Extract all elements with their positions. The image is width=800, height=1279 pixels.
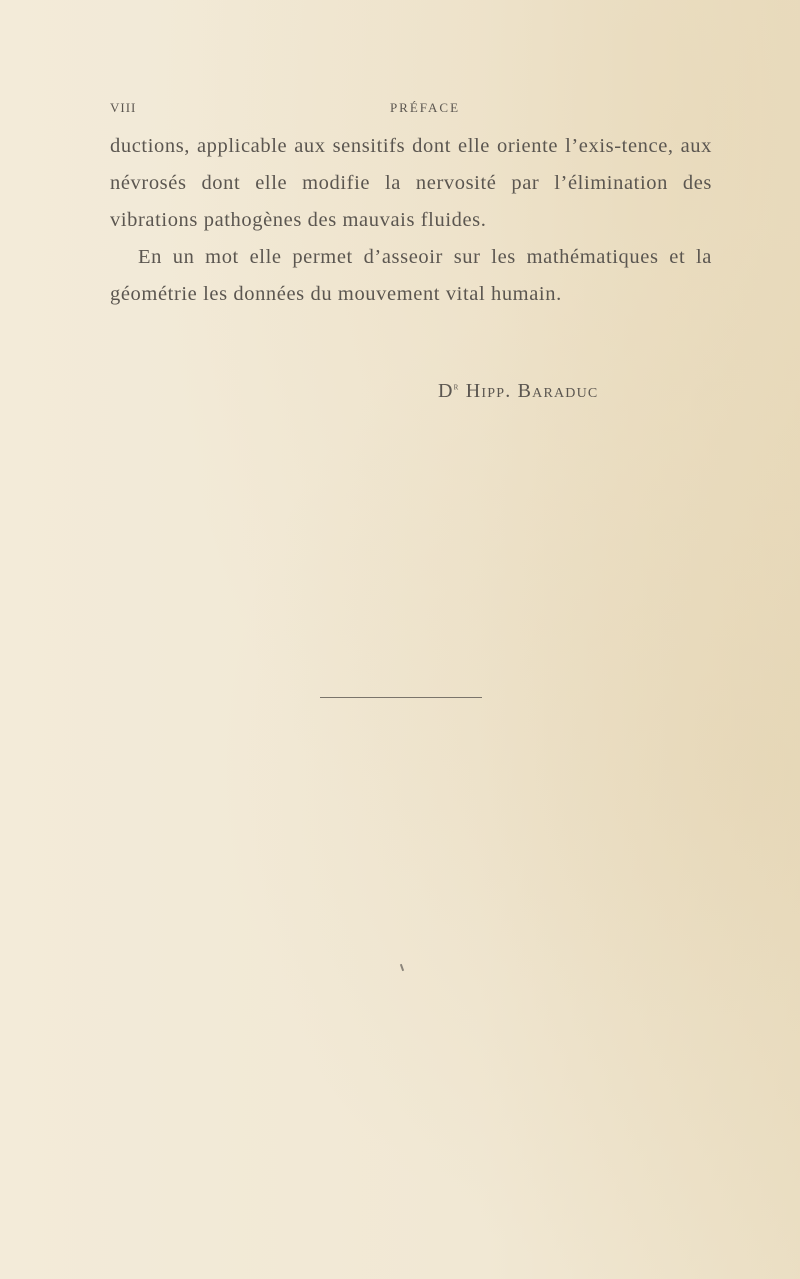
paper-speck <box>400 964 404 971</box>
signature-name: Hipp. Baraduc <box>465 380 599 402</box>
paragraph: ductions, applicable aux sensitifs dont elle oriente l’exis-tence, aux névrosés dont elle modifie la nervosité par l’élimination des vibrations pathogènes des mauvais fluides. <box>110 135 712 231</box>
body-text <box>110 128 712 313</box>
horizontal-rule <box>320 697 482 698</box>
page-number: VIII <box>110 100 137 115</box>
signature-title-superscript: r <box>453 381 460 393</box>
signature-title: D <box>438 380 454 402</box>
running-title: PRÉFACE <box>389 100 461 115</box>
running-head <box>110 100 710 120</box>
author-signature <box>438 380 718 403</box>
paragraph: En un mot elle permet d’asseoir sur les mathématiques et la géométrie les données du mouvement vital humain. <box>110 246 712 305</box>
